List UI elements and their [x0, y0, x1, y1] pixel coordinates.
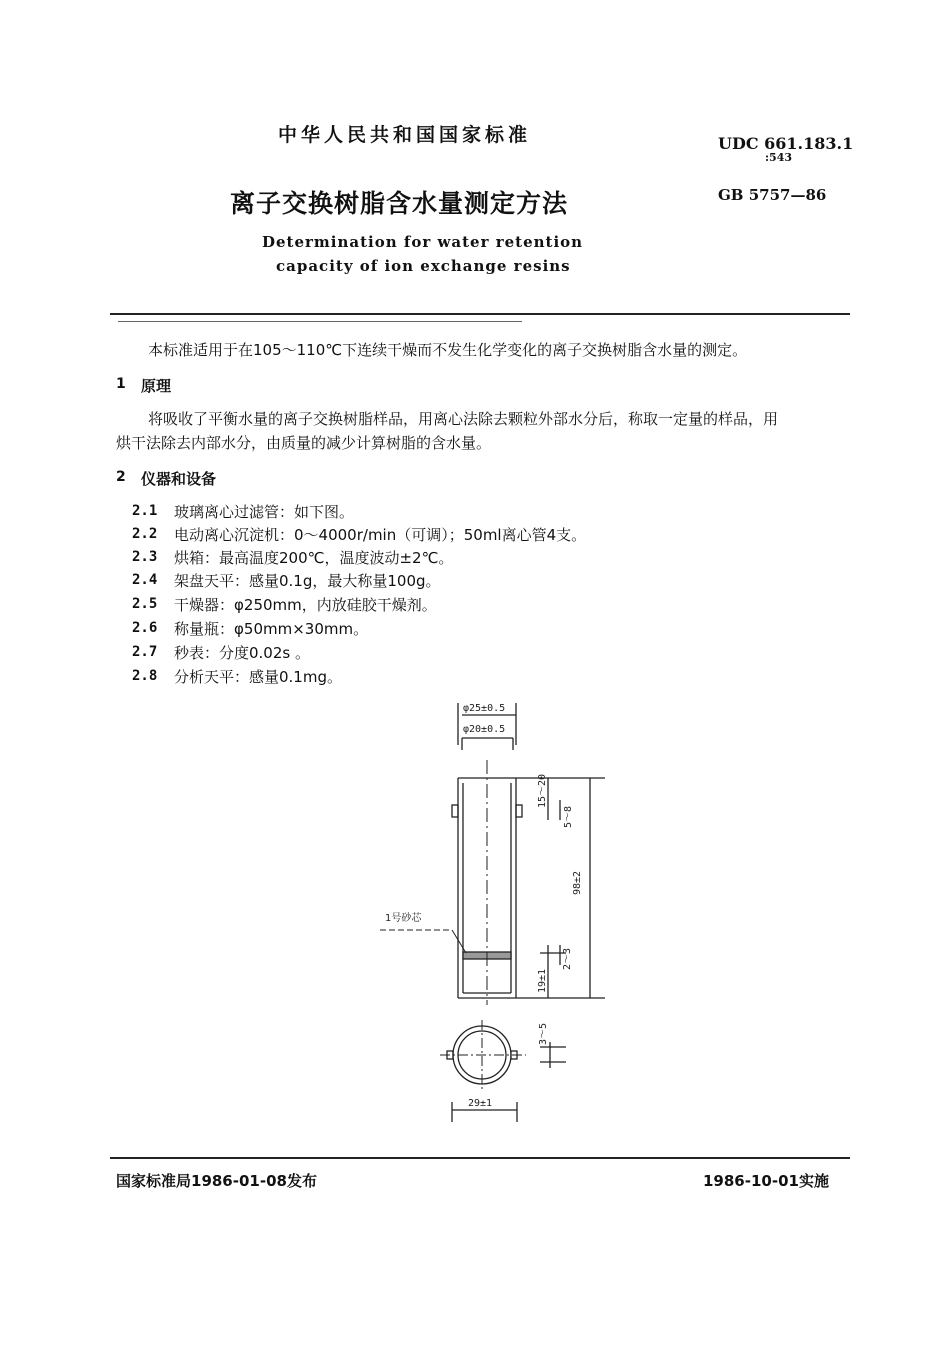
item-number: 2.7 [132, 644, 158, 660]
item-number: 2.5 [132, 596, 158, 612]
item-text: 称量瓶：φ50mm×30mm。 [174, 620, 369, 638]
document-title-en-line1: Determination for water retention [262, 233, 584, 251]
dim-outer-label: φ25±0.5 [463, 703, 506, 714]
item-text: 分析天平：感量0.1mg。 [174, 668, 342, 686]
item-text: 架盘天平：感量0.1g，最大称量100g。 [174, 572, 441, 590]
frit-leader [452, 930, 466, 953]
dim-ear-label: 5～8 [563, 805, 574, 828]
section-1-number: 1 [116, 376, 126, 392]
section-2-number: 2 [116, 469, 126, 485]
item-number: 2.8 [132, 668, 158, 684]
effective-date: 1986-10-01实施 [703, 1172, 829, 1190]
item-number: 2.1 [132, 503, 158, 519]
dim-width-label: 29±1 [468, 1098, 493, 1109]
issued-date: 国家标准局1986-01-08发布 [116, 1172, 317, 1190]
section-1-text-line2: 烘干法除去内部水分，由质量的减少计算树脂的含水量。 [116, 434, 492, 452]
document-title-cn: 离子交换树脂含水量测定方法 [230, 189, 569, 218]
issuing-organization: 中华人民共和国国家标准 [278, 124, 532, 146]
item-text: 干燥器：φ250mm，内放硅胶干燥剂。 [174, 596, 437, 614]
item-number: 2.6 [132, 620, 158, 636]
section-2-title: 仪器和设备 [141, 470, 217, 488]
footer-rule [110, 1157, 850, 1159]
item-text: 玻璃离心过滤管：如下图。 [174, 503, 355, 521]
tube-ear-left [452, 805, 458, 817]
item-text: 秒表：分度0.02s 。 [174, 644, 310, 662]
udc-code: UDC 661.183.1 [718, 134, 854, 153]
item-number: 2.2 [132, 526, 158, 542]
dim-ring-label: 3～5 [538, 1022, 549, 1045]
udc-code-suffix: :543 [765, 151, 793, 164]
dim-frit-label: 2～3 [562, 947, 573, 970]
dim-height-label: 98±2 [572, 870, 583, 895]
dim-top-label: 15～20 [537, 773, 548, 808]
tube-ear-right [516, 805, 522, 817]
section-1-text-line1: 将吸收了平衡水量的离子交换树脂样品，用离心法除去颗粒外部水分后，称取一定量的样品，用 [148, 410, 779, 428]
item-number: 2.3 [132, 549, 158, 565]
document-title-en-line2: capacity of ion exchange resins [276, 257, 571, 275]
item-text: 电动离心沉淀机：0～4000r/min（可调）；50ml离心管4支。 [174, 526, 587, 544]
gb-standard-code: GB 5757—86 [718, 186, 827, 204]
item-number: 2.4 [132, 572, 158, 588]
dim-bottom-label: 19±1 [537, 968, 548, 993]
frit-label: 1号砂芯 [385, 913, 422, 924]
dim-inner-label: φ20±0.5 [463, 724, 506, 735]
item-text: 烘箱：最高温度200℃，温度波动±2℃。 [174, 549, 454, 567]
intro-paragraph: 本标准适用于在105～110℃下连续干燥而不发生化学变化的离子交换树脂含水量的测定。 [148, 341, 748, 359]
section-1-title: 原理 [141, 377, 172, 395]
